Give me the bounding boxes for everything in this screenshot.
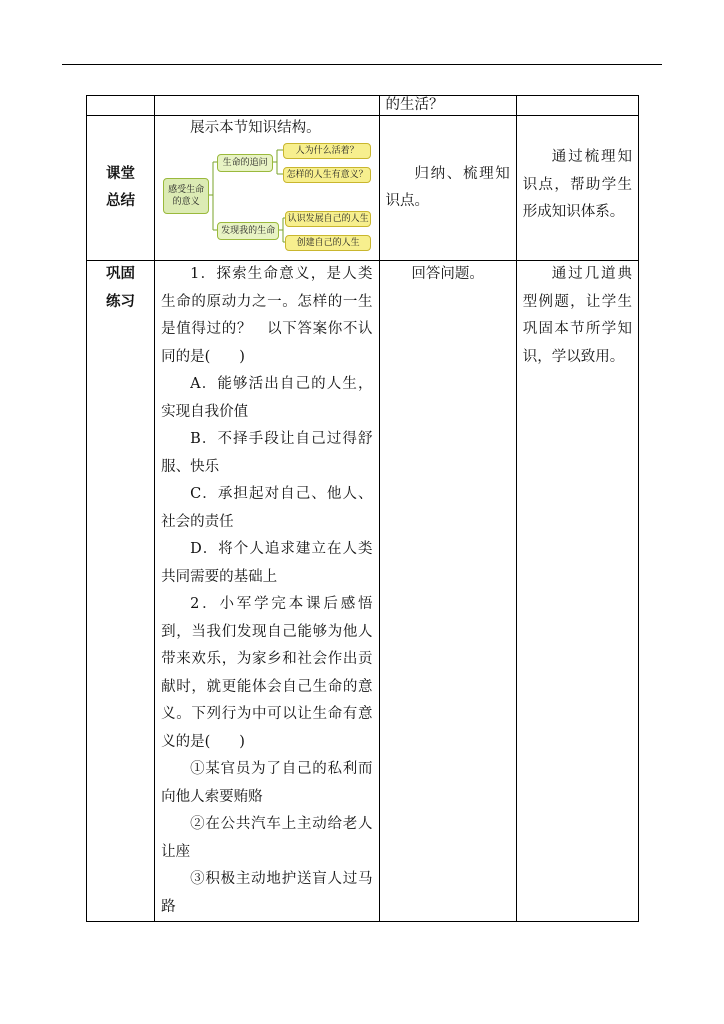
design-intent-text: 通过几道典型例题，让学生巩固本节所学知识，学以致用。	[522, 266, 632, 365]
question-1-stem: 1．探索生命意义，是人类生命的原动力之一。怎样的一生是值得过的？ 以下答案你不认同的是( )	[161, 266, 373, 365]
question-2-item-3: ③积极主动地护送盲人过马路	[161, 871, 373, 915]
stage-cell	[87, 261, 155, 922]
student-activity-text: 回答问题。	[411, 266, 484, 282]
question-2-item-1: ①某官员为了自己的私利而向他人索要贿赂	[161, 761, 373, 805]
stage-label: 课堂总结	[106, 165, 136, 209]
content-intro: 展示本节知识结构。	[190, 120, 321, 136]
lesson-plan-table	[86, 95, 639, 922]
question-1-option-b: B．不择手段让自己过得舒服、快乐	[161, 431, 373, 475]
design-intent-text: 通过梳理知识点，帮助学生形成知识体系。	[522, 149, 632, 220]
stage-cell	[87, 116, 155, 261]
mindmap-leaf-3: 认识发展自己的人生	[285, 211, 371, 227]
question-1-option-c: C．承担起对自己、他人、社会的责任	[161, 486, 373, 530]
content-cell	[155, 116, 379, 261]
stage-cell	[87, 96, 155, 116]
mindmap-branch-1: 生命的追问	[217, 154, 273, 172]
table-row	[87, 116, 639, 261]
content-cell	[155, 96, 379, 116]
student-activity-cell	[379, 261, 516, 922]
header-rule	[62, 64, 662, 65]
question-1-option-a: A．能够活出自己的人生，实现自我价值	[161, 376, 373, 420]
mindmap-leaf-4: 创建自己的人生	[285, 235, 371, 251]
design-intent-cell	[516, 96, 638, 116]
continuation-text: 的生活？	[385, 97, 444, 113]
question-2-stem: 2．小军学完本课后感悟到，当我们发现自己能够为他人带来欢乐，为家乡和社会作出贡献时，就更能体会自己生命的意义。下列行为中可以让生命有意义的是( )	[161, 596, 373, 750]
design-intent-cell	[516, 261, 638, 922]
question-2-item-2: ②在公共汽车上主动给老人让座	[161, 816, 373, 860]
knowledge-mindmap	[161, 142, 371, 254]
practice-questions	[155, 261, 378, 921]
design-intent-cell	[516, 116, 638, 261]
mindmap-branch-2: 发现我的生命	[217, 222, 279, 240]
mindmap-leaf-2: 怎样的人生有意义？	[283, 167, 371, 183]
question-1-option-d: D．将个人追求建立在人类共同需要的基础上	[161, 541, 373, 585]
table-row	[87, 96, 639, 116]
content-cell	[155, 261, 379, 922]
student-activity-cell	[379, 96, 516, 116]
table-row	[87, 261, 639, 922]
student-activity-cell	[379, 116, 516, 261]
stage-label: 巩固练习	[106, 266, 136, 310]
student-activity-text: 归纳、梳理知识点。	[385, 165, 510, 209]
mindmap-root: 感受生命的意义	[163, 178, 209, 214]
mindmap-leaf-1: 人为什么活着？	[283, 143, 371, 159]
